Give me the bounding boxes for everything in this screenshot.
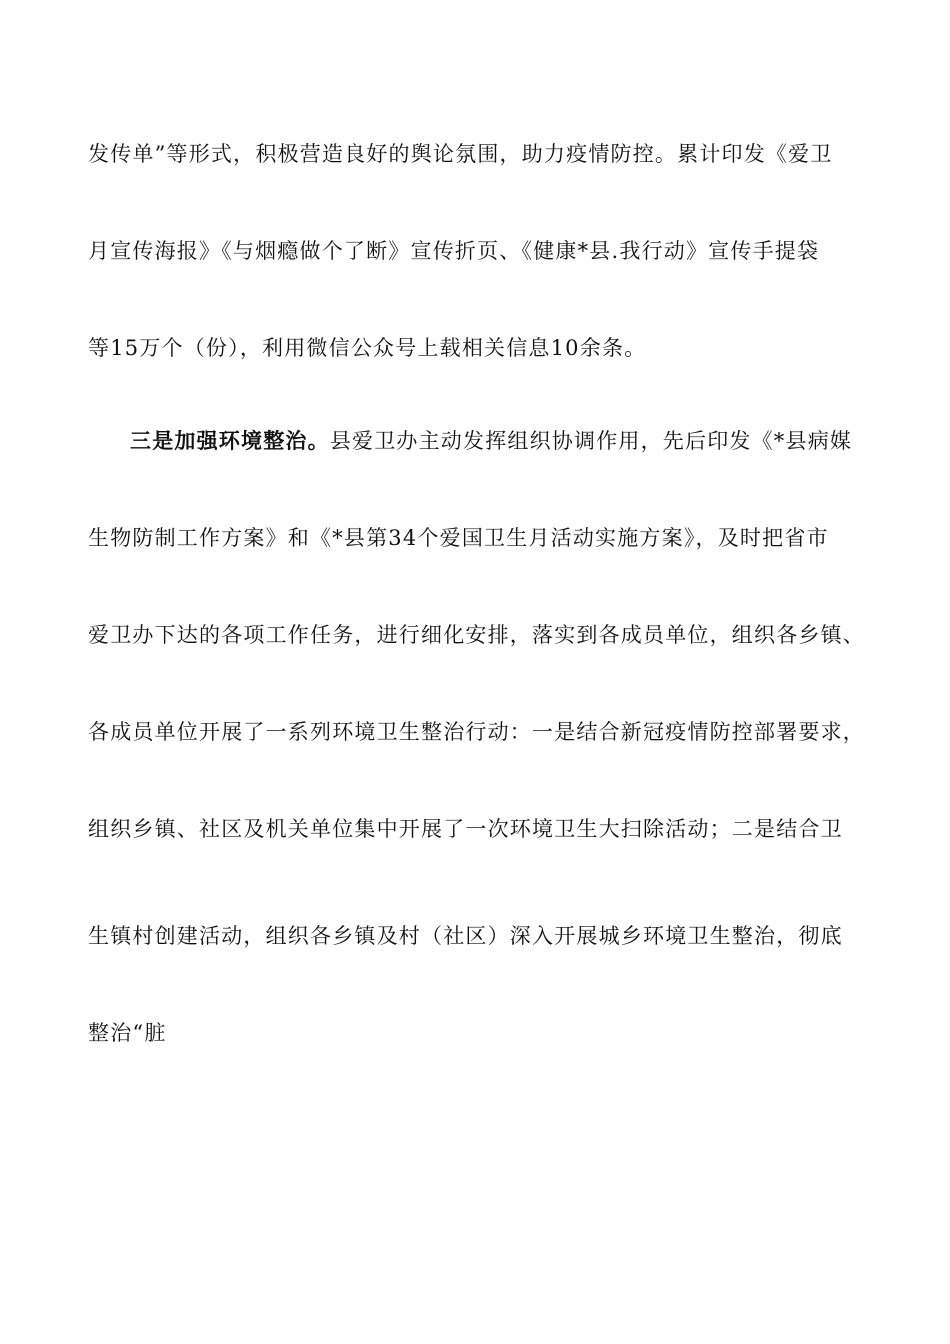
paragraph2-first-line [130, 426, 930, 456]
paragraph1-line-3: 等15万个（份），利用微信公众号上载相关信息10余条。 [88, 336, 647, 360]
paragraph2-line-5: 组织乡镇、社区及机关单位集中开展了一次环境卫生大扫除活动；二是结合卫 [88, 817, 843, 841]
paragraph2-line-4: 各成员单位开展了一系列环境卫生整治行动：一是结合新冠疫情防控部署要求， [88, 720, 865, 744]
paragraph2-line-3: 爱卫办下达的各项工作任务，进行细化安排，落实到各成员单位，组织各乡镇、 [88, 623, 865, 647]
paragraph2-line-7: 整治“脏 [88, 1021, 167, 1045]
paragraph2-heading: 三是加强环境整治。 [130, 428, 330, 453]
paragraph1-line-2: 月宣传海报》《与烟瘾做个了断》宣传折页、《健康*县.我行动》宣传手提袋 [88, 239, 820, 263]
paragraph2-line-6: 生镇村创建活动，组织各乡镇及村（社区）深入开展城乡环境卫生整治，彻底 [88, 924, 843, 948]
paragraph2-lead-text: 县爱卫办主动发挥组织协调作用，先后印发《*县病媒 [329, 429, 853, 453]
paragraph1-line-1: 发传单”等形式，积极营造良好的舆论氛围，助力疫情防控。累计印发《爱卫 [88, 142, 833, 166]
paragraph2-line-2: 生物防制工作方案》和《*县第34个爱国卫生月活动实施方案》，及时把省市 [88, 526, 829, 550]
